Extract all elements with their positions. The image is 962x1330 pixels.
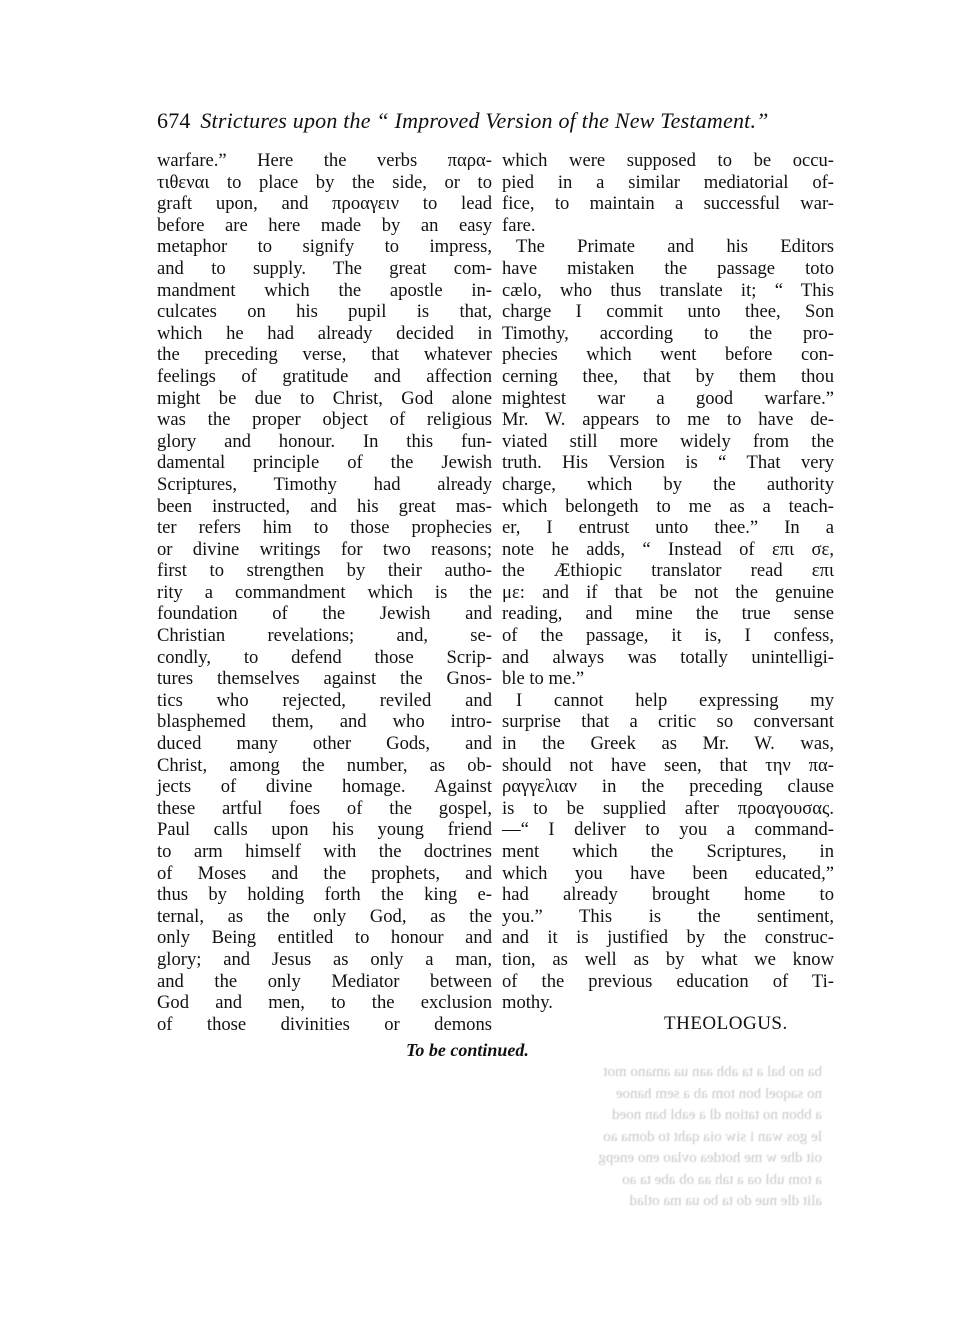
- text-line: tures themselves against the Gnos-: [157, 668, 492, 690]
- text-line: cælo, who thus translate it; “ This: [502, 279, 834, 301]
- text-line: feelings of gratitude and affection: [157, 365, 492, 387]
- text-line: warfare.” Here the verbs παρα-: [157, 150, 492, 171]
- text-line: mothy.: [502, 992, 553, 1014]
- text-line: graft upon, and προαγειν to lead: [157, 193, 492, 215]
- text-line: mandment which the apostle in-: [157, 279, 492, 301]
- text-line: had already brought home to: [502, 884, 834, 906]
- text-line: these artful foes of the gospel,: [157, 797, 492, 819]
- text-line: of the passage, it is, I confess,: [502, 625, 834, 647]
- text-line: Christ, among the number, as ob-: [157, 754, 492, 776]
- text-line: have mistaken the passage toto: [502, 257, 834, 279]
- text-line: in the Greek as Mr. W. was,: [502, 733, 834, 755]
- text-line: thus by holding forth the king e-: [157, 884, 492, 906]
- text-line: ter refers him to those prophecies: [157, 517, 492, 539]
- text-line: before are here made by an easy: [157, 214, 492, 236]
- bleed-line: alit dle nue do ta bo ua ma otlad: [629, 1193, 822, 1209]
- text-line: was the proper object of religious: [157, 409, 492, 431]
- right-column: [502, 150, 834, 1014]
- text-line: and always was totally unintelligi-: [502, 646, 834, 668]
- text-line: of Moses and the prophets, and: [157, 862, 492, 884]
- text-line: tics who rejected, reviled and: [157, 689, 492, 711]
- text-line: which you have been educated,”: [502, 862, 834, 884]
- text-line: —“ I deliver to you a command-: [502, 819, 834, 841]
- text-line: charge I commit unto thee, Son: [502, 301, 834, 323]
- text-line: fice, to maintain a successful war-: [502, 193, 834, 215]
- text-line: glory and honour. In this fun-: [157, 430, 492, 452]
- text-line: phecies which went before con-: [502, 344, 834, 366]
- bleed-line: le gos wan i siw oia qaht to doma ao: [603, 1128, 822, 1145]
- text-line: Christian revelations; and, se-: [157, 625, 492, 647]
- text-line: duced many other Gods, and: [157, 733, 492, 755]
- text-line: tion, as well as by what we know: [502, 948, 834, 970]
- text-line: been instructed, and his great mas-: [157, 495, 492, 517]
- text-line: er, I entrust unto thee.” In a: [502, 517, 834, 539]
- text-line: God and men, to the exclusion: [157, 992, 492, 1014]
- text-line: metaphor to signify to impress,: [157, 236, 492, 258]
- text-line: the Æthiopic translator read επι: [502, 560, 834, 582]
- text-line: culcates on his pupil is that,: [157, 301, 492, 323]
- text-line: of those divinities or demons: [157, 1013, 492, 1035]
- text-line: and it is justified by the construc-: [502, 927, 834, 949]
- text-line: which he had already decided in: [157, 322, 492, 344]
- text-line: ternal, as the only God, as the: [157, 905, 492, 927]
- running-title: Strictures upon the “ Improved Version of the New Testament.”: [200, 108, 769, 133]
- text-line: or divine writings for two reasons;: [157, 538, 492, 560]
- paragraph-start: I cannot help expressing my: [516, 689, 834, 711]
- text-line: to arm himself with the doctrines: [157, 841, 492, 862]
- text-line: of the previous education of Ti-: [502, 970, 834, 992]
- text-line: viated still more widely from the: [502, 430, 834, 452]
- text-line: ment which the Scriptures, in: [502, 841, 834, 862]
- running-header: [157, 108, 837, 134]
- text-line: ραγγελιαν in the preceding clause: [502, 776, 834, 798]
- text-line: με: and if that be not the genuine: [502, 581, 834, 603]
- left-column: [157, 150, 492, 1035]
- text-line: pied in a similar mediatorial of-: [502, 171, 834, 193]
- text-line: foundation of the Jewish and: [157, 603, 492, 625]
- text-line: and to supply. The great com-: [157, 257, 492, 279]
- paragraph-start: The Primate and his Editors: [516, 236, 834, 258]
- text-line: the preceding verse, that whatever: [157, 344, 492, 366]
- text-line: and the only Mediator between: [157, 970, 492, 992]
- text-line: surprise that a critic so conversant: [502, 711, 834, 733]
- text-line: cerning thee, that by them thou: [502, 365, 834, 387]
- text-line: you.” This is the sentiment,: [502, 905, 834, 927]
- text-line: glory; and Jesus as only a man,: [157, 948, 492, 970]
- text-line: which belongeth to me as a teach-: [502, 495, 834, 517]
- text-line: τιθεναι to place by the side, or to: [157, 171, 492, 193]
- text-line: is to be supplied after προαγουσας.: [502, 797, 834, 819]
- text-line: ble to me.”: [502, 668, 585, 690]
- page-number: 674: [157, 108, 191, 133]
- text-line: rity a commandment which is the: [157, 581, 492, 603]
- bleed-line: a bbon no tation dl a eabl ban noed: [612, 1107, 822, 1123]
- text-line: truth. His Version is “ That very: [502, 452, 834, 474]
- text-line: only Being entitled to honour and: [157, 927, 492, 949]
- text-line: blasphemed them, and who intro-: [157, 711, 492, 733]
- text-line: Scriptures, Timothy had already: [157, 473, 492, 495]
- author-signature: THEOLOGUS.: [664, 1013, 788, 1034]
- text-line: Paul calls upon his young friend: [157, 819, 492, 841]
- text-line: condly, to defend those Scrip-: [157, 646, 492, 668]
- bleed-line: ba no bal a ta abh aan ua amano mot: [603, 1064, 822, 1080]
- text-line: first to strengthen by their autho-: [157, 560, 492, 582]
- text-line: might be due to Christ, God alone: [157, 387, 492, 409]
- text-line: should not have seen, that την πα-: [502, 754, 834, 776]
- text-line: mightest war a good warfare.”: [502, 387, 834, 409]
- bleed-line: a tom ubl oa a tah aa ob abe ta ao: [622, 1171, 822, 1188]
- bleed-through-text: [157, 1062, 822, 1213]
- text-line: Mr. W. appears to me to have de-: [502, 409, 834, 431]
- text-line: note he adds, “ Instead of επι σε,: [502, 538, 834, 560]
- text-line: which were supposed to be occu-: [502, 150, 834, 171]
- text-line: Timothy, according to the pro-: [502, 322, 834, 344]
- bleed-line: no saqoel bon tom ab a sem hanoe: [615, 1085, 822, 1102]
- text-line: fare.: [502, 214, 536, 236]
- text-line: damental principle of the Jewish: [157, 452, 492, 474]
- text-line: jects of divine homage. Against: [157, 776, 492, 798]
- text-line: charge, which by the authority: [502, 473, 834, 495]
- continuation-note: To be continued.: [406, 1040, 529, 1060]
- bleed-line: oit dhe w me hotdea ovlao eno enepg: [598, 1150, 822, 1166]
- text-line: reading, and mine the true sense: [502, 603, 834, 625]
